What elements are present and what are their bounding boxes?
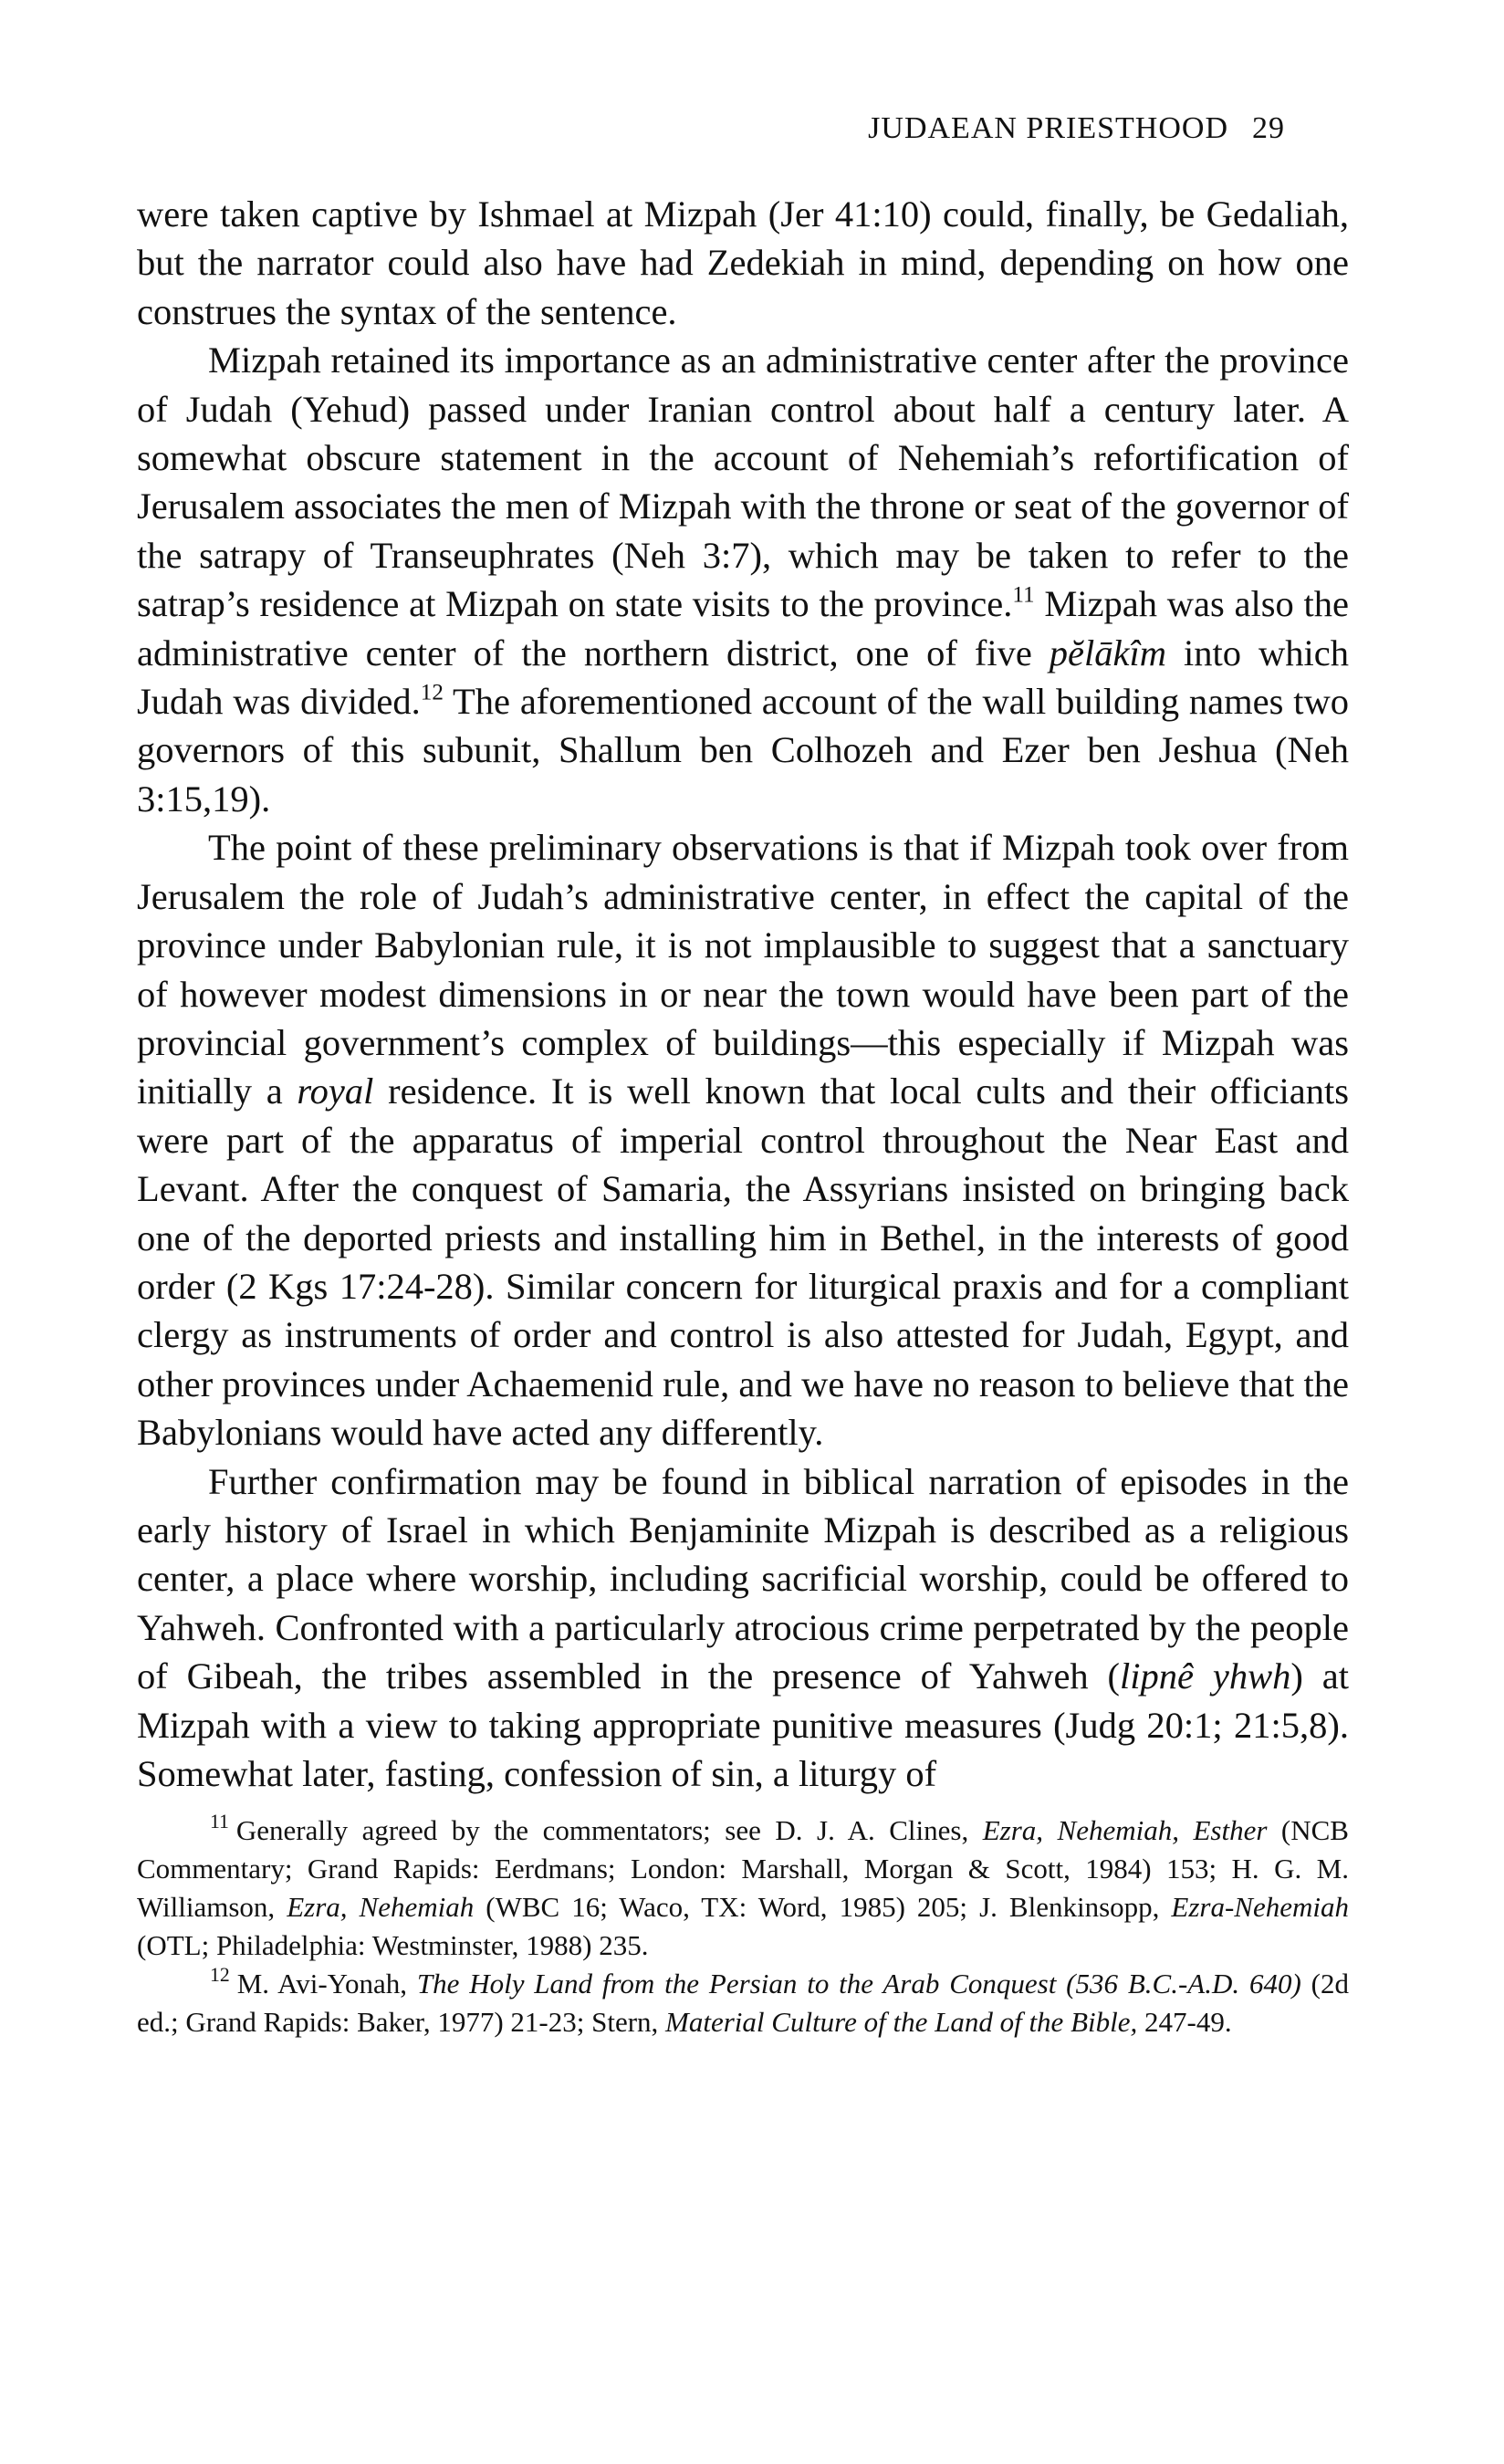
footnotes <box>137 1811 1349 2041</box>
paragraph-3: The point of these preliminary observations is that if Mizpah took over from Jerusalem the role of Judah’s administrative center, in effect the capital of the province under Babylonian rule, it is not implausible to suggest that a sanctuary of however modest dimensions in or near the town would have been part of the provincial government’s complex of buildings—this especially if Mizpah was initially a royal residence. It is well known that local cults and their officiants were part of the apparatus of imperial control throughout the Near East and Levant. After the conquest of Samaria, the Assyrians insisted on bringing back one of the deported priests and installing him in Bethel, in the interests of good order (2 Kgs 17:24-28). Similar concern for liturgical praxis and for a compliant clergy as instruments of order and control is also attested for Judah, Egypt, and other provinces under Achaemenid rule, and we have no reason to believe that the Babylonians would have acted any differently. <box>137 827 1349 1454</box>
paragraph-4: Further confirmation may be found in biblical narration of episodes in the early history of Israel in which Benjaminite Mizpah is described as a religious center, a place where worship, including sacrificial worship, could be offered to Yahweh. Confronted with a particularly atrocious crime perpetrated by the people of Gibeah, the tribes assembled in the presence of Yahweh (lipnê yhwh) at Mizpah with a view to taking appropriate punitive measures (Judg 20:1; 21:5,8). Somewhat later, fasting, confession of sin, a liturgy of <box>137 1460 1350 1794</box>
paragraph-1: were taken captive by Ishmael at Mizpah (Jer 41:10) could, finally, be Gedaliah, but the narrator could also have had Zedekiah in mind, depending on how one construes the syntax of the sentence. <box>137 193 1349 332</box>
hebrew-term: pĕlākîm <box>1049 632 1167 673</box>
book-title: Ezra, Nehemiah, Esther <box>982 1814 1268 1846</box>
footnote-number: 12 <box>210 1963 230 1986</box>
book-title: Ezra-Nehemiah <box>1171 1891 1350 1923</box>
hebrew-term: lipnê yhwh <box>1120 1655 1291 1697</box>
body-text <box>137 190 1349 1798</box>
book-title: Material Culture of the Land of the Bible, <box>665 2006 1138 2038</box>
footnote-ref-11[interactable]: 11 <box>1012 582 1035 608</box>
running-header <box>801 111 1285 146</box>
running-title: JUDAEAN PRIESTHOOD <box>868 111 1228 145</box>
footnote-number: 11 <box>210 1810 229 1832</box>
footnote-11: $^{11}$ Generally agreed by the commentators; see D. J. A. Clines, Ezra, Nehemiah, Esther (NCB Commentary; Grand Rapids: Eerdmans; London: Marshall, Morgan & Scott, 1984) 153; H. G. M. Williamson, Ezra, Nehemiah (WBC 16; Waco, TX: Word, 1985) 205; J. Blenkinsopp, Ezra-Nehemiah (OTL; Philadelphia: Westminster, 1988) 235. <box>137 1810 1350 1961</box>
emphasis: royal <box>297 1070 374 1112</box>
paragraph-2: Mizpah retained its importance as an administrative center after the province of Judah (Yehud) passed under Iranian control about half a century later. A somewhat obscure statement in the account of Nehemiah’s refortification of Jerusalem associates the men of Mizpah with the throne or seat of the governor of the satrapy of Transeuphrates (Neh 3:7), which may be taken to refer to the satrap’s residence at Mizpah on state visits to the province.$^{11}$ Mizpah was also the administrative center of the northern district, one of five pĕlākîm into which Judah was divided.$^{12}$ The aforementioned account of the wall building names two governors of this subunit, Shallum ben Colhozeh and Ezer ben Jeshua (Neh 3:15,19). <box>137 339 1349 820</box>
page-number: 29 <box>1252 111 1285 145</box>
book-title: Ezra, Nehemiah <box>287 1891 475 1923</box>
footnote-12: $^{12}$ M. Avi-Yonah, The Holy Land from the Persian to the Arab Conquest (536 B.C.-A.D. 640) (2d ed.; Grand Rapids: Baker, 1977) 21-23; Stern, Material Culture of the Land of the Bible, 247-49. <box>137 1963 1349 2038</box>
footnote-ref-12[interactable]: 12 <box>420 680 444 705</box>
book-title: The Holy Land from the Persian to the Arab Conquest (536 B.C.-A.D. 640) <box>416 1968 1301 1999</box>
